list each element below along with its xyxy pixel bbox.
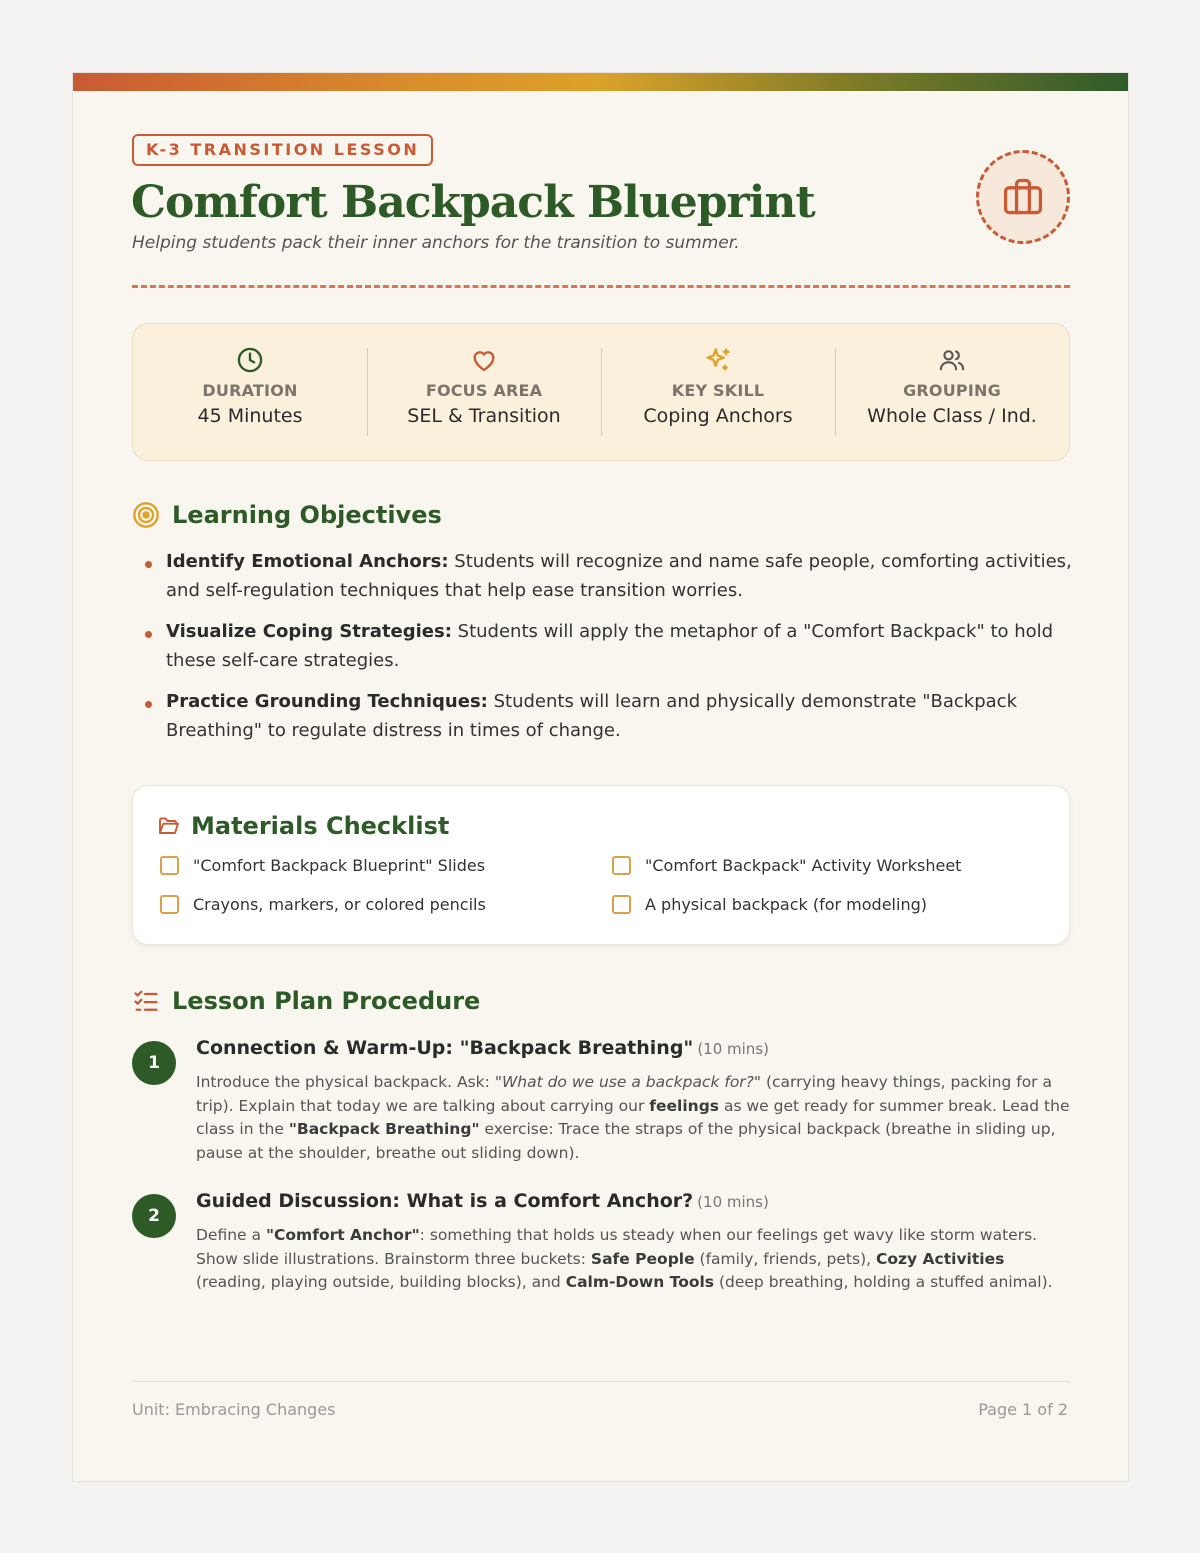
objectives-list [142,547,1072,757]
users-icon [938,346,966,374]
info-label: DURATION [202,381,298,400]
page-subtitle: Helping students pack their inner anchors for the transition to summer. [132,233,740,253]
page-title: Comfort Backpack Blueprint [131,177,815,228]
footer-unit: Unit: Embracing Changes [132,1400,336,1419]
step-number: 1 [132,1041,176,1085]
lesson-plan-page [72,72,1129,1482]
info-value: SEL & Transition [407,405,561,427]
clock-icon [236,346,264,374]
text-run: Introduce the physical backpack. Ask: [196,1073,495,1091]
text-run: exercise: Trace the straps of the physical backpack (breathe in sliding up, pause at the shoulder, breathe out sliding down). [196,1120,1056,1162]
step-duration: (10 mins) [697,1040,769,1058]
checkbox[interactable] [612,895,631,914]
step-description [196,1224,1072,1295]
step-number: 2 [132,1194,176,1238]
text-run: : something that holds us steady when our feelings get wavy like storm waters. Show slide illustrations. Brainstorm three buckets: [196,1226,1038,1268]
objective-item [142,547,1072,605]
info-focus-area [367,324,601,460]
section-title: Learning Objectives [172,501,442,529]
material-label: Crayons, markers, or colored pencils [193,895,486,914]
footer-divider [132,1381,1070,1382]
materials-header [157,812,449,840]
section-title: Materials Checklist [191,812,450,840]
info-value: 45 Minutes [197,405,303,427]
sparkles-icon [704,346,732,374]
text-run: (deep breathing, holding a stuffed animal). [714,1273,1053,1291]
section-title: Lesson Plan Procedure [172,987,481,1015]
materials-card [132,785,1070,945]
text-run: (family, friends, pets), [694,1249,876,1268]
emphasis: Safe People [590,1249,695,1268]
material-label: A physical backpack (for modeling) [645,895,927,914]
text-run: (reading, playing outside, building blocks), and [196,1273,566,1291]
objective-lead: Visualize Coping Strategies: [166,621,452,642]
material-label: "Comfort Backpack Blueprint" Slides [193,856,486,875]
objective-lead: Identify Emotional Anchors: [166,551,449,572]
info-key-skill [601,324,835,460]
info-value: Whole Class / Ind. [867,405,1037,427]
objectives-header [132,501,442,529]
lesson-category-tag: K-3 TRANSITION LESSON [132,134,433,166]
footer-page-number: Page 1 of 2 [978,1400,1068,1419]
gradient-top-bar [73,73,1128,91]
emphasis: Cozy Activities [876,1249,1005,1268]
objective-lead: Practice Grounding Techniques: [166,691,488,712]
info-duration [133,324,367,460]
procedure-header [132,987,480,1015]
emphasis: Calm-Down Tools [565,1273,715,1291]
info-value: Coping Anchors [643,405,793,427]
emphasis: feelings [649,1096,720,1115]
info-label: FOCUS AREA [425,381,543,400]
target-icon [132,501,160,529]
step-title-text: Guided Discussion: What is a Comfort Anchor? [196,1190,694,1212]
objective-item [142,687,1072,745]
quoted-question: "What do we use a backpack for?" [494,1073,762,1091]
material-item[interactable] [160,895,612,914]
text-run: (carrying heavy things, packing for a trip). Explain that today we are talking about carrying our [196,1073,1052,1115]
folder-open-icon [157,814,181,838]
emphasis: "Comfort Anchor" [265,1226,420,1244]
info-label: KEY SKILL [671,381,765,400]
header-divider [132,285,1070,288]
material-item[interactable] [160,856,612,875]
checkbox[interactable] [160,895,179,914]
emphasis: "Backpack Breathing" [288,1120,480,1138]
objective-text: Students will learn and physically demonstrate "Backpack Breathing" to regulate distress in times of change. [166,691,1017,741]
material-item[interactable] [612,856,1040,875]
step-description [196,1071,1072,1165]
info-grouping [835,324,1069,460]
step-title-text: Connection & Warm-Up: "Backpack Breathing" [196,1037,694,1059]
heart-icon [470,346,498,374]
text-run: as we get ready for summer break. Lead the class in the [196,1096,1070,1138]
objective-text: Students will apply the metaphor of a "Comfort Backpack" to hold these self-care strategies. [166,621,1054,671]
step-title [196,1190,769,1212]
step-title [196,1037,769,1059]
materials-grid [160,856,1040,914]
info-label: GROUPING [903,381,1001,400]
objective-item [142,617,1072,675]
backpack-badge [976,150,1070,244]
lesson-info-strip [132,323,1070,461]
briefcase-icon [1001,175,1045,219]
checkbox[interactable] [612,856,631,875]
checkbox[interactable] [160,856,179,875]
material-item[interactable] [612,895,1040,914]
text-run: Define a [196,1226,266,1244]
checklist-icon [132,987,160,1015]
objective-text: Students will recognize and name safe people, comforting activities, and self-regulation techniques that help ease transition worries. [166,551,1072,601]
material-label: "Comfort Backpack" Activity Worksheet [645,856,962,875]
step-duration: (10 mins) [697,1193,769,1211]
